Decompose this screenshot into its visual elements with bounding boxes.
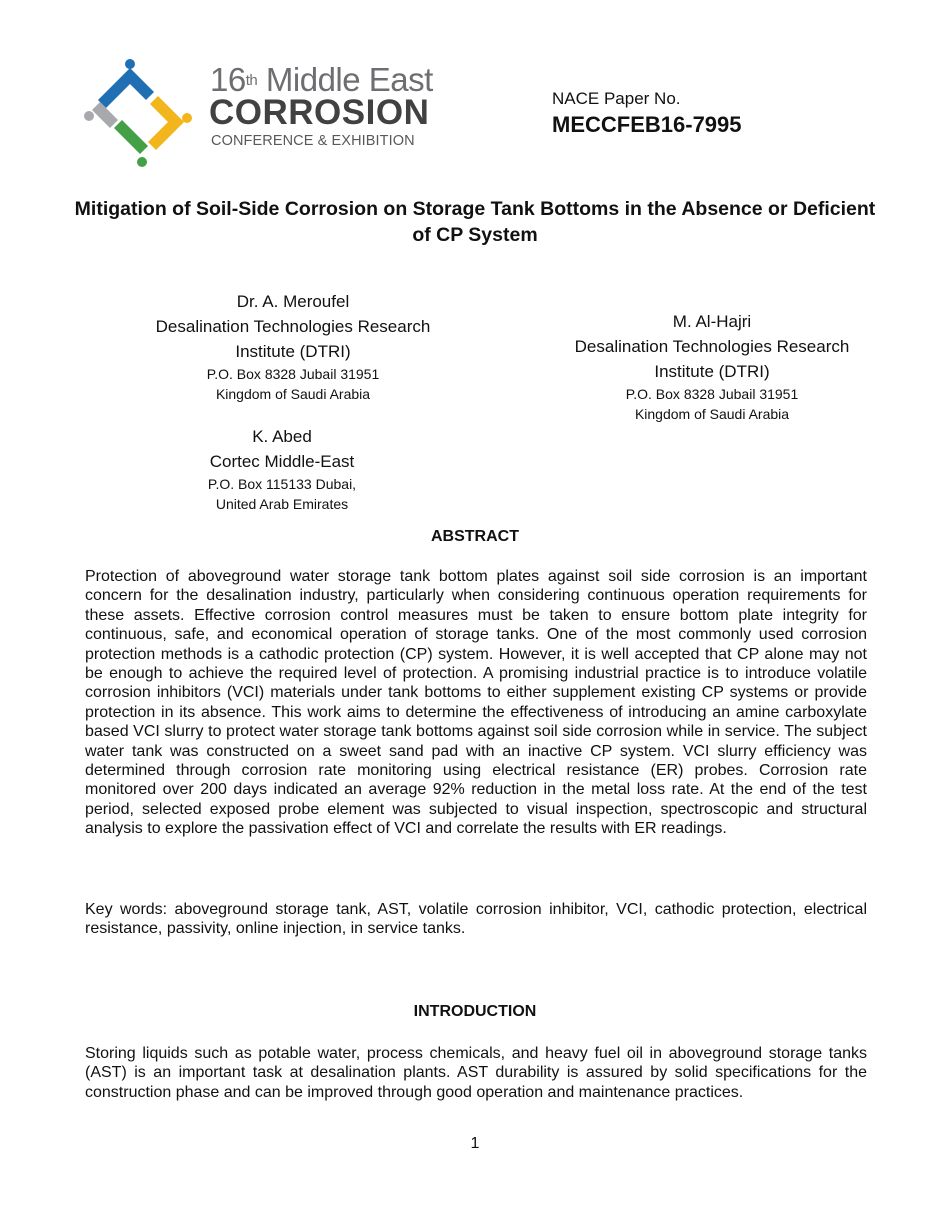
logo-word: CORROSION (209, 93, 430, 132)
logo-ordinal: th (245, 72, 258, 89)
author-block (190, 424, 374, 514)
page-number: 1 (470, 1135, 480, 1152)
paper-number-label: NACE Paper No. (552, 89, 681, 108)
author-name: M. Al-Hajri (672, 312, 752, 331)
author-block (548, 309, 876, 424)
author-address: United Arab Emirates (215, 496, 349, 512)
author-address: P.O. Box 8328 Jubail 31951 (206, 366, 380, 382)
author-address: P.O. Box 115133 Dubai, (207, 476, 357, 492)
logo-number: 16 (210, 61, 246, 98)
introduction-text: Storing liquids such as potable water, process chemicals, and heavy fuel oil in aboveground storage tanks (AST) is an important task at desalination plants. AST durability is assured by solid specifications for the construction phase and can be improved through good operation and maintenance practices. (85, 1045, 867, 1101)
abstract-text: Protection of aboveground water storage tank bottom plates against soil side corrosion is an important concern for the desalination industry, particularly when considering continuous operation requirements for these assets. Effective corrosion control measures must be taken to ensure bottom plate integrity for continuous, safe, and economical operation of storage tanks. One of the most commonly used corrosion protection methods is a cathodic protection (CP) system. However, it is well accepted that CP alone may not be enough to achieve the required level of protection. A promising industrial practice is to introduce volatile corrosion inhibitors (VCI) materials under tank bottoms to either supplement existing CP systems or provide protection in its absence. This work aims to determine the effectiveness of introducing an amine carboxylate based VCI slurry to protect water storage tank bottoms against soil side corrosion while in service. The subject water tank was constructed on a sweet sand pad with an inactive CP system. VCI slurry efficiency was determined through corrosion rate monitoring using electrical resistance (ER) probes. Corrosion rate monitored over 200 days indicated an average 92% reduction in the metal loss rate. At the end of the test period, selected exposed probe element was subjected to visual inspection, spectroscopic and structural analysis to explore the passivation effect of VCI and correlate the results with ER readings. (85, 568, 867, 838)
author-address: Kingdom of Saudi Arabia (634, 406, 790, 422)
author-name: K. Abed (252, 427, 312, 446)
paper-title: Mitigation of Soil-Side Corrosion on Storage Tank Bottoms in the Absence or Deficient of CP System (74, 198, 876, 246)
logo-subtitle: CONFERENCE & EXHIBITION (211, 133, 415, 149)
author-institution: Desalination Technologies Research (574, 337, 850, 356)
author-institution: Institute (DTRI) (235, 342, 351, 361)
author-address: P.O. Box 8328 Jubail 31951 (625, 386, 799, 402)
author-institution: Desalination Technologies Research (155, 317, 431, 336)
paper-id: MECCFEB16-7995 (552, 112, 742, 137)
author-address: Kingdom of Saudi Arabia (215, 386, 371, 402)
author-institution: Institute (DTRI) (654, 362, 770, 381)
keywords: Key words: aboveground storage tank, AST, volatile corrosion inhibitor, VCI, cathodic protection, electrical resistance, passivity, online injection, in service tanks. (85, 901, 867, 938)
conference-logo-icon (84, 58, 192, 172)
abstract-heading: ABSTRACT (431, 528, 519, 545)
author-institution: Cortec Middle-East (209, 452, 355, 471)
logo-region: Middle East (265, 61, 433, 98)
author-name: Dr. A. Meroufel (236, 292, 350, 311)
author-block (130, 289, 456, 404)
introduction-heading: INTRODUCTION (413, 1003, 537, 1020)
